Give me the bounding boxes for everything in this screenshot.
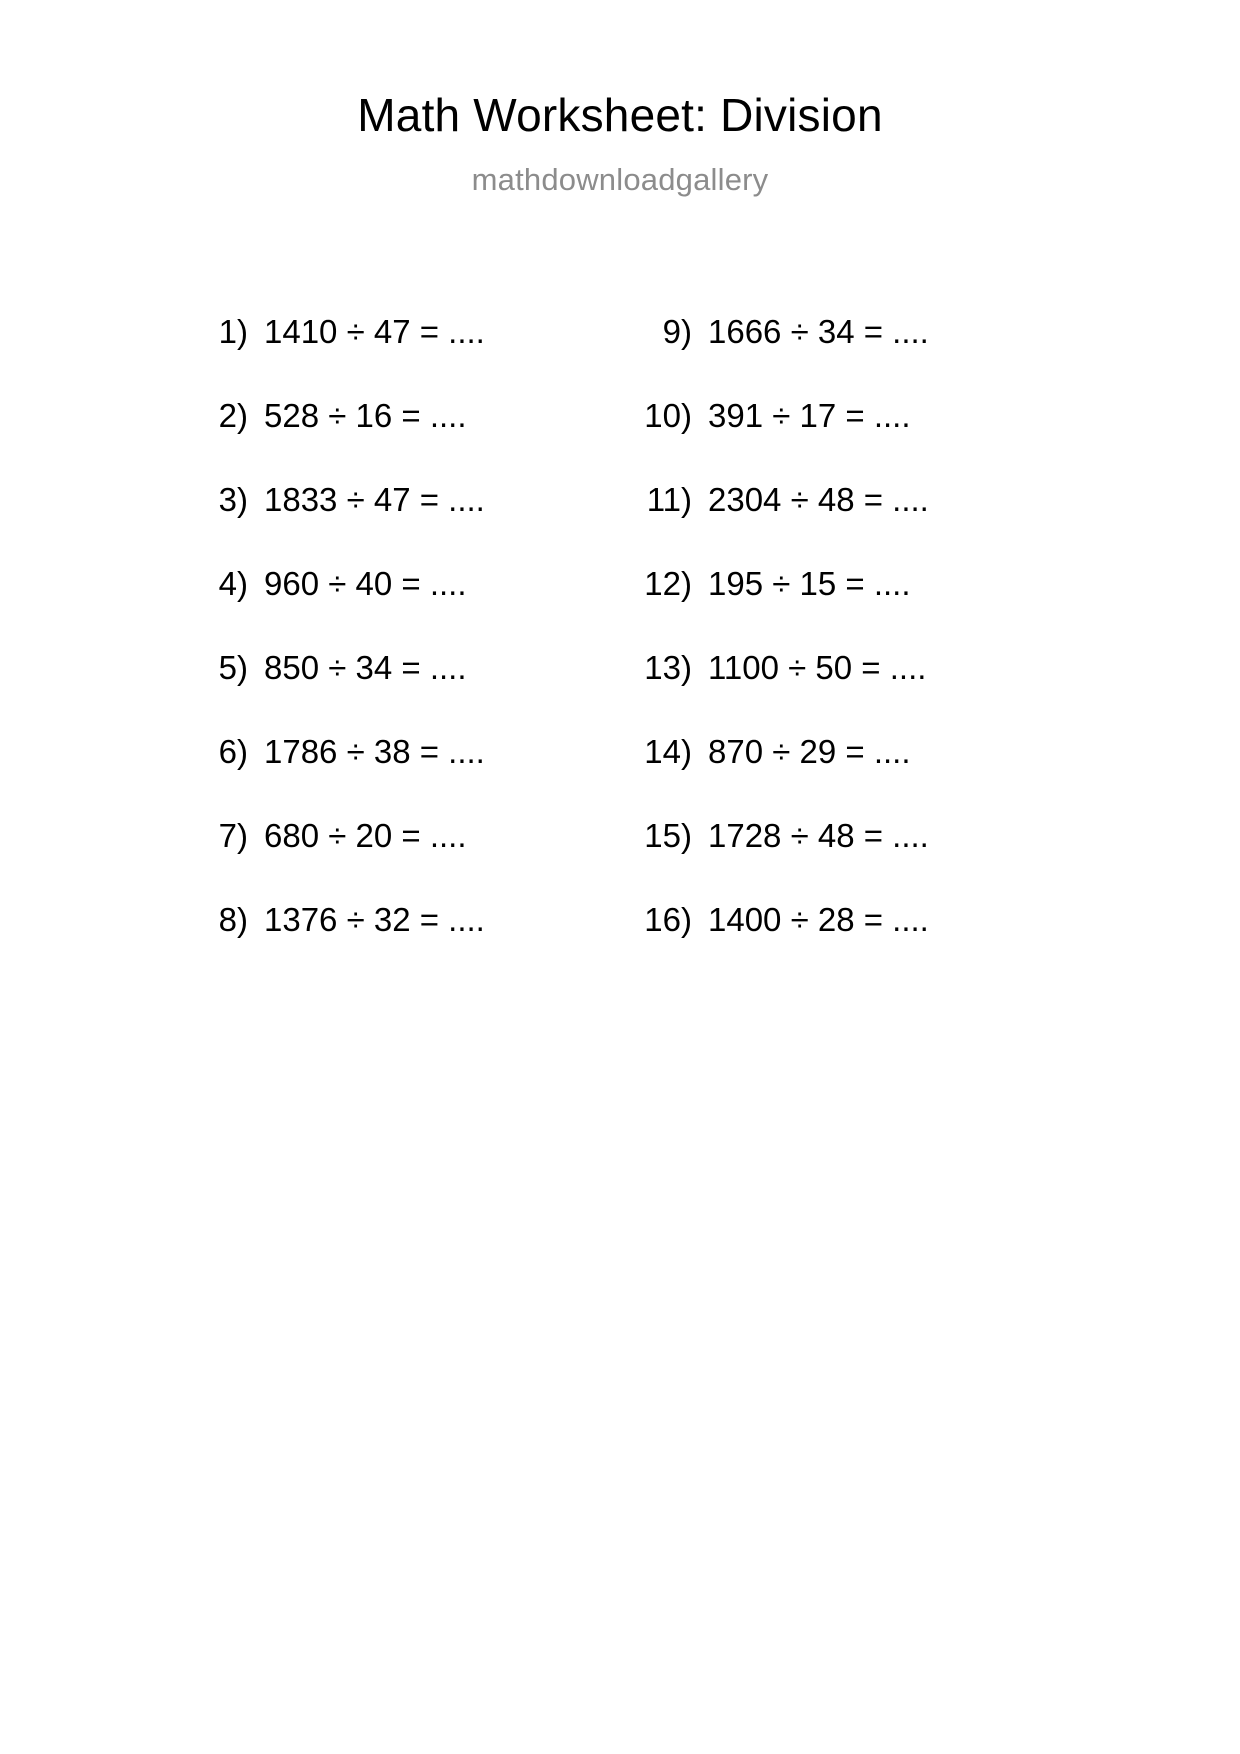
problem-item: [642, 878, 1042, 962]
problem-number: 10): [644, 397, 692, 434]
problem-item: [198, 626, 588, 710]
problem-item: [642, 458, 1042, 542]
problem-column-right: [642, 290, 1042, 962]
problem-number: 14): [644, 733, 692, 770]
problem-item: [198, 794, 588, 878]
problem-item: [198, 710, 588, 794]
problem-column-left: [198, 290, 588, 962]
problem-number: 5): [218, 649, 248, 686]
problem-expression: 850 ÷ 34 = ....: [264, 649, 467, 686]
problem-expression: 528 ÷ 16 = ....: [264, 397, 467, 434]
problem-item: [642, 374, 1042, 458]
problem-expression: 1400 ÷ 28 = ....: [708, 901, 929, 938]
problem-item: [642, 542, 1042, 626]
problem-item: [642, 290, 1042, 374]
problem-number: 16): [644, 901, 692, 938]
problem-expression: 1376 ÷ 32 = ....: [264, 901, 485, 938]
problem-number: 11): [646, 481, 692, 518]
problem-number: 7): [218, 817, 248, 854]
problem-expression: 960 ÷ 40 = ....: [264, 565, 467, 602]
problem-expression: 680 ÷ 20 = ....: [264, 817, 467, 854]
problem-item: [642, 710, 1042, 794]
problem-number: 9): [662, 313, 692, 350]
problem-item: [198, 290, 588, 374]
page-subtitle: mathdownloadgallery: [471, 162, 769, 197]
page-title: Math Worksheet: Division: [357, 89, 883, 141]
problem-expression: 1786 ÷ 38 = ....: [264, 733, 485, 770]
problem-item: [642, 626, 1042, 710]
problem-expression: 1410 ÷ 47 = ....: [264, 313, 485, 350]
problem-number: 13): [644, 649, 692, 686]
problem-item: [198, 878, 588, 962]
problem-expression: 1100 ÷ 50 = ....: [708, 649, 927, 686]
problem-item: [198, 458, 588, 542]
problem-expression: 870 ÷ 29 = ....: [708, 733, 911, 770]
problem-item: [642, 794, 1042, 878]
problem-expression: 1666 ÷ 34 = ....: [708, 313, 929, 350]
problem-expression: 195 ÷ 15 = ....: [708, 565, 911, 602]
problem-number: 4): [218, 565, 248, 602]
problem-number: 6): [218, 733, 248, 770]
problem-columns: [0, 290, 1240, 962]
problem-expression: 1728 ÷ 48 = ....: [708, 817, 929, 854]
problem-item: [198, 542, 588, 626]
problem-number: 2): [218, 397, 248, 434]
problem-number: 12): [644, 565, 692, 602]
problem-number: 15): [644, 817, 692, 854]
problem-item: [198, 374, 588, 458]
problem-expression: 2304 ÷ 48 = ....: [708, 481, 929, 518]
problem-number: 1): [218, 313, 248, 350]
problem-expression: 1833 ÷ 47 = ....: [264, 481, 485, 518]
problem-number: 8): [218, 901, 248, 938]
problem-number: 3): [218, 481, 248, 518]
problem-expression: 391 ÷ 17 = ....: [708, 397, 911, 434]
